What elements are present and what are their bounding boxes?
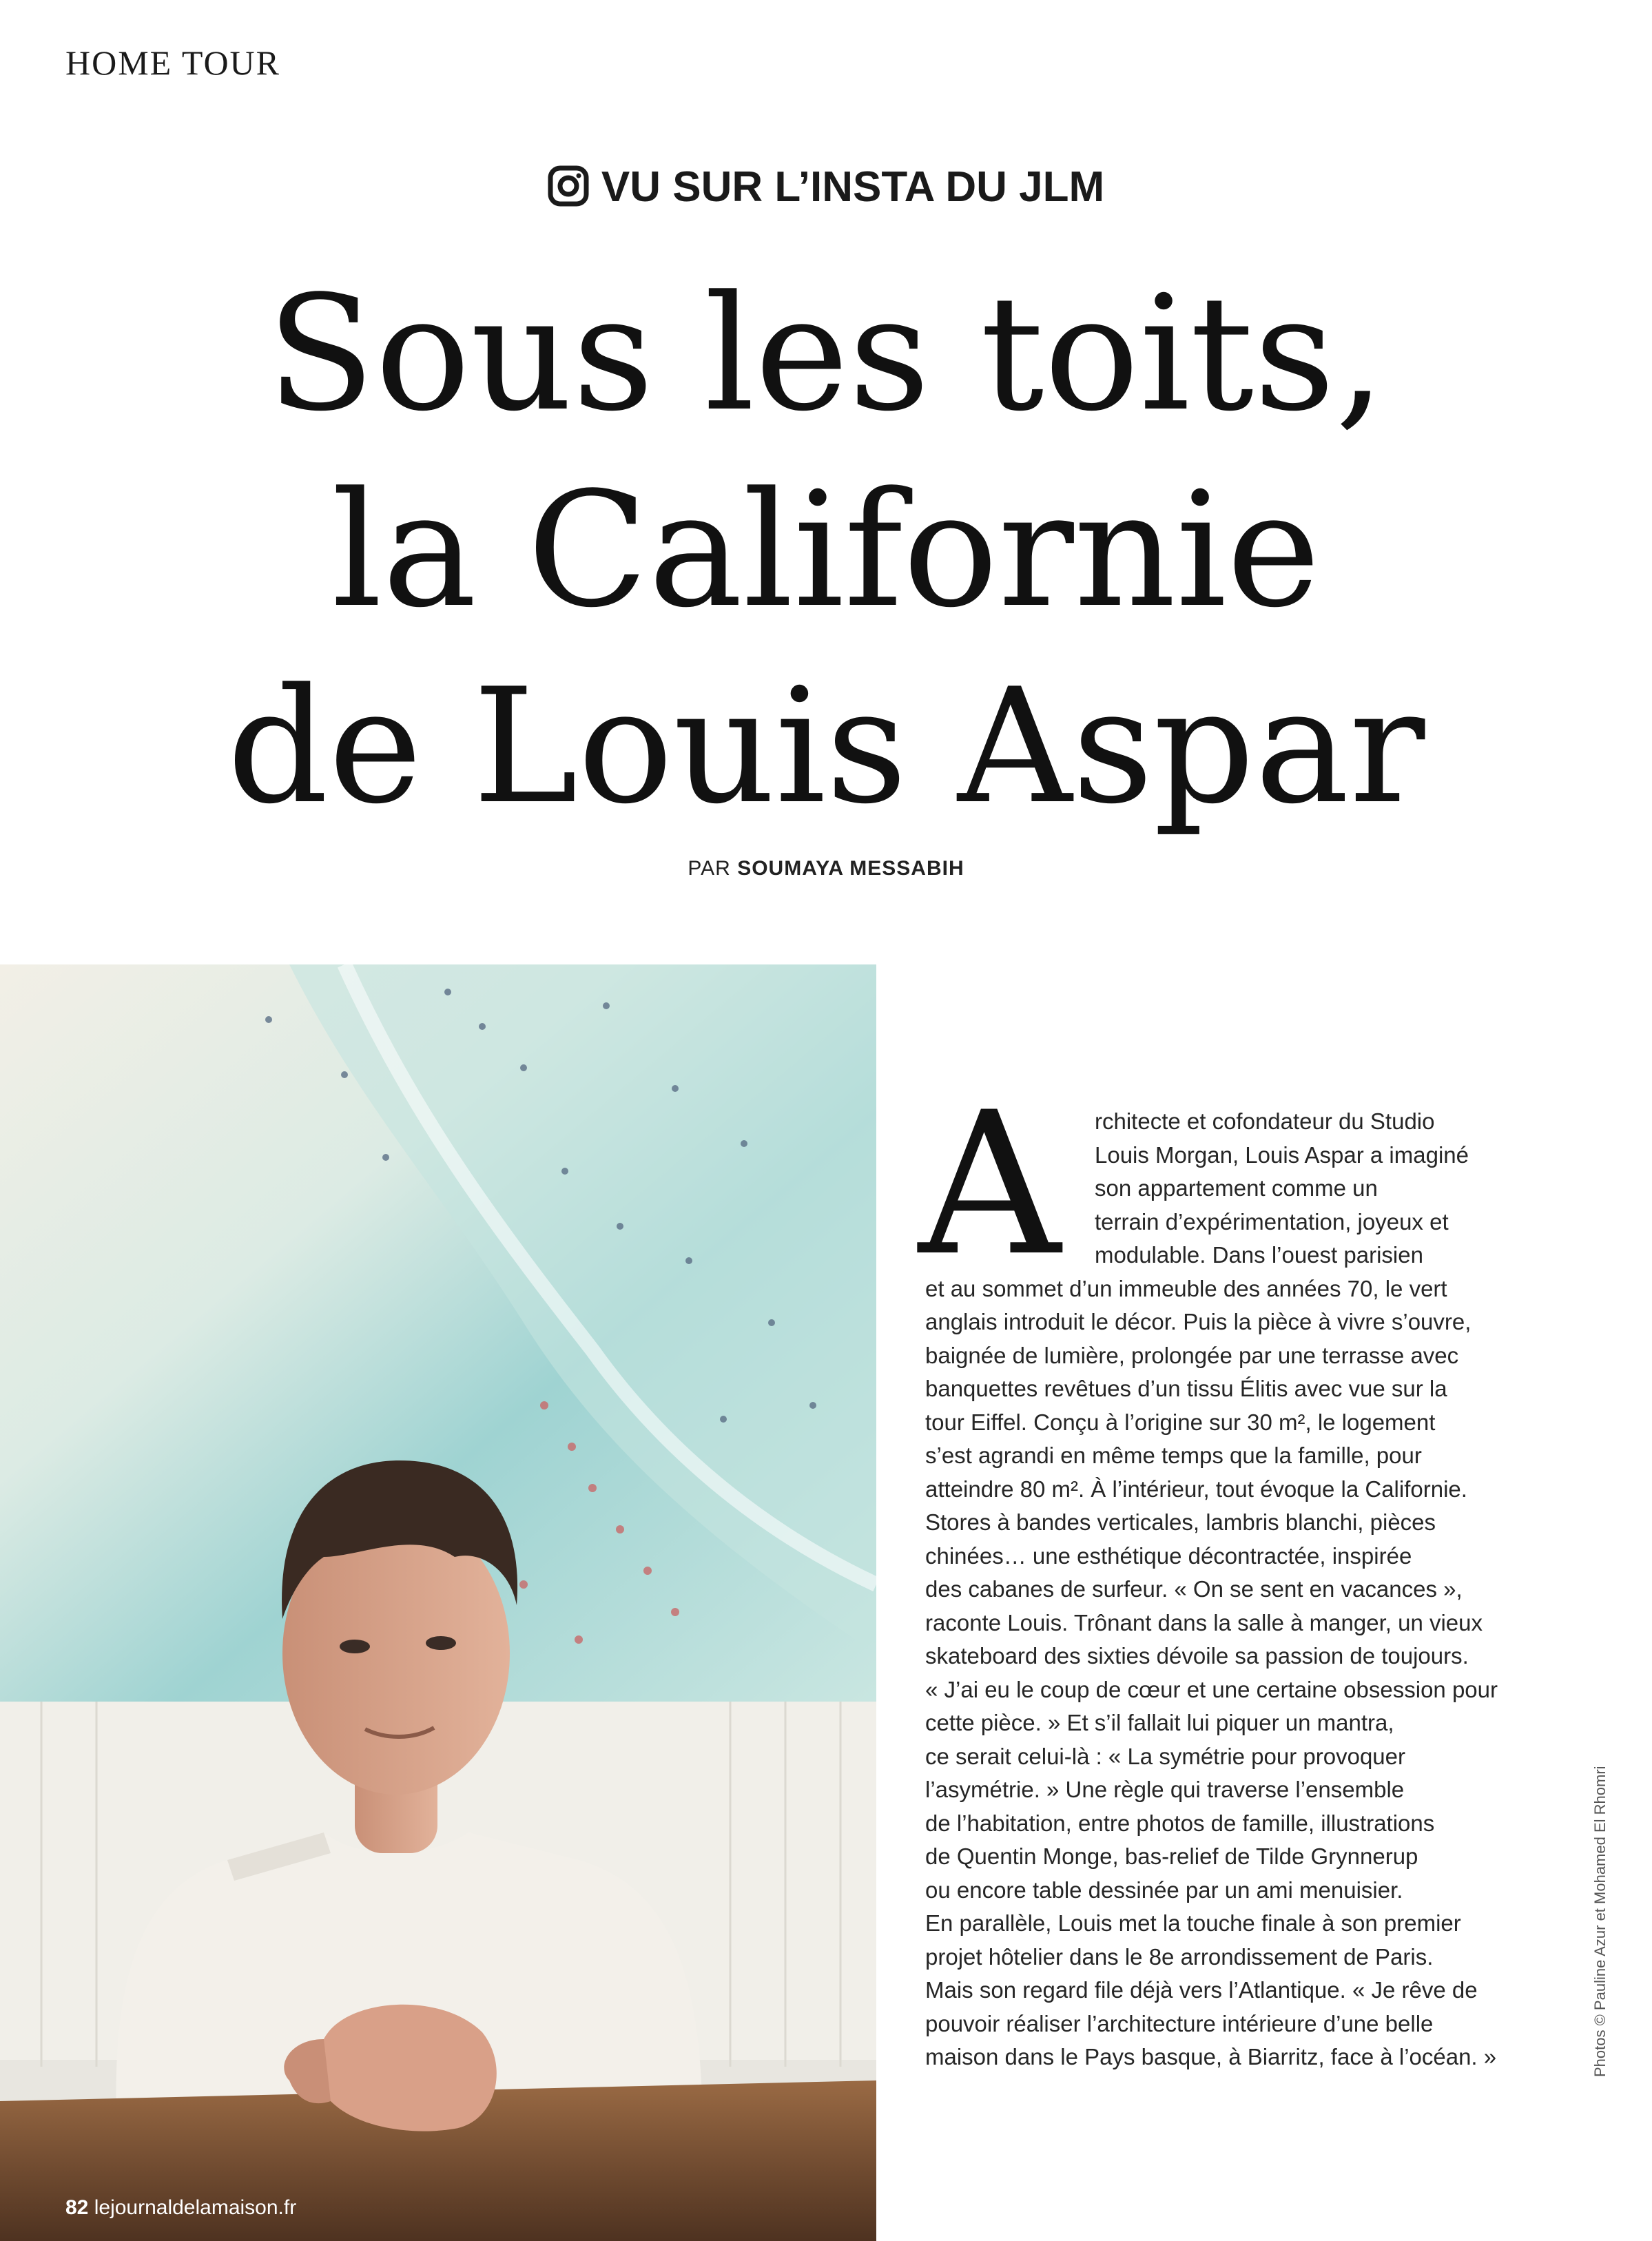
portrait-photo (0, 964, 876, 2241)
text-line: de Quentin Monge, bas-relief de Tilde Grynnerup (925, 1844, 1418, 1869)
byline-author: SOUMAYA MESSABIH (737, 857, 964, 880)
photo-credit: Photos © Pauline Azur et Mohamed El Rhomri (1591, 1766, 1609, 2077)
text-line: l’asymétrie. » Une règle qui traverse l’ensemble (925, 1777, 1405, 1802)
text-line: « J’ai eu le coup de cœur et une certaine obsession pour (925, 1676, 1498, 1702)
kicker (0, 163, 1652, 211)
text-line: Stores à bandes verticales, lambris blanchi, pièces (925, 1509, 1436, 1535)
text-line: son appartement comme un (1095, 1175, 1378, 1201)
drop-cap: A (918, 1071, 1061, 1299)
byline-prefix: PAR (688, 857, 731, 880)
text-line: maison dans le Pays basque, à Biarritz, face à l’océan. » (925, 2044, 1497, 2069)
text-line: de l’habitation, entre photos de famille, illustrations (925, 1810, 1435, 1836)
text-line: pouvoir réaliser l’architecture intérieure d’une belle (925, 2010, 1434, 2036)
title-line-3: de Louis Aspar (227, 655, 1425, 839)
instagram-icon (548, 165, 589, 207)
site-url: lejournaldelamaison.fr (94, 2196, 297, 2219)
text-line: baignée de lumière, prolongée par une terrasse avec (925, 1342, 1459, 1368)
text-line: chinées… une esthétique décontractée, inspirée (925, 1542, 1412, 1569)
byline (0, 857, 1652, 880)
text-line: tour Eiffel. Conçu à l’origine sur 30 m², le logement (925, 1409, 1436, 1435)
title-line-2: la Californie (331, 459, 1321, 643)
article-body (918, 1071, 1545, 2074)
text-line: ou encore table dessinée par un ami menuisier. (925, 1877, 1403, 1903)
section-label: HOME TOUR (65, 43, 281, 82)
text-line: skateboard des sixties dévoile sa passion de toujours. (925, 1643, 1469, 1669)
page-footer (65, 2196, 296, 2220)
kicker-text: VU SUR L’INSTA DU JLM (601, 163, 1105, 211)
page-number: 82 (65, 2196, 89, 2219)
text-line: des cabanes de surfeur. « On se sent en vacances », (925, 1576, 1463, 1602)
text-line: modulable. Dans l’ouest parisien (1095, 1242, 1423, 1268)
text-line: raconte Louis. Trônant dans la salle à manger, un vieux (925, 1609, 1483, 1635)
text-line: Louis Morgan, Louis Aspar a imaginé (1095, 1142, 1469, 1168)
text-line: et au sommet d’un immeuble des années 70, le vert (925, 1275, 1447, 1301)
text-line: En parallèle, Louis met la touche finale à son premier (925, 1910, 1461, 1936)
text-line: atteindre 80 m². À l’intérieur, tout évoque la Californie. (925, 1476, 1467, 1502)
title-line-1: Sous les toits, (266, 262, 1386, 446)
text-line: banquettes revêtues d’un tissu Élitis avec vue sur la (925, 1376, 1447, 1401)
article-title (0, 256, 1652, 845)
text-line: ce serait celui-là : « La symétrie pour provoquer (925, 1743, 1405, 1769)
text-line: anglais introduit le décor. Puis la pièce à vivre s’ouvre, (925, 1309, 1472, 1334)
text-line: Mais son regard file déjà vers l’Atlantique. « Je rêve de (925, 1977, 1478, 2003)
text-line: terrain d’expérimentation, joyeux et (1095, 1208, 1449, 1235)
text-line: projet hôtelier dans le 8e arrondissement de Paris. (925, 1943, 1434, 1970)
text-line: cette pièce. » Et s’il fallait lui piquer un mantra, (925, 1710, 1394, 1735)
text-line: s’est agrandi en même temps que la famille, pour (925, 1443, 1422, 1468)
text-line: rchitecte et cofondateur du Studio (1095, 1108, 1435, 1134)
